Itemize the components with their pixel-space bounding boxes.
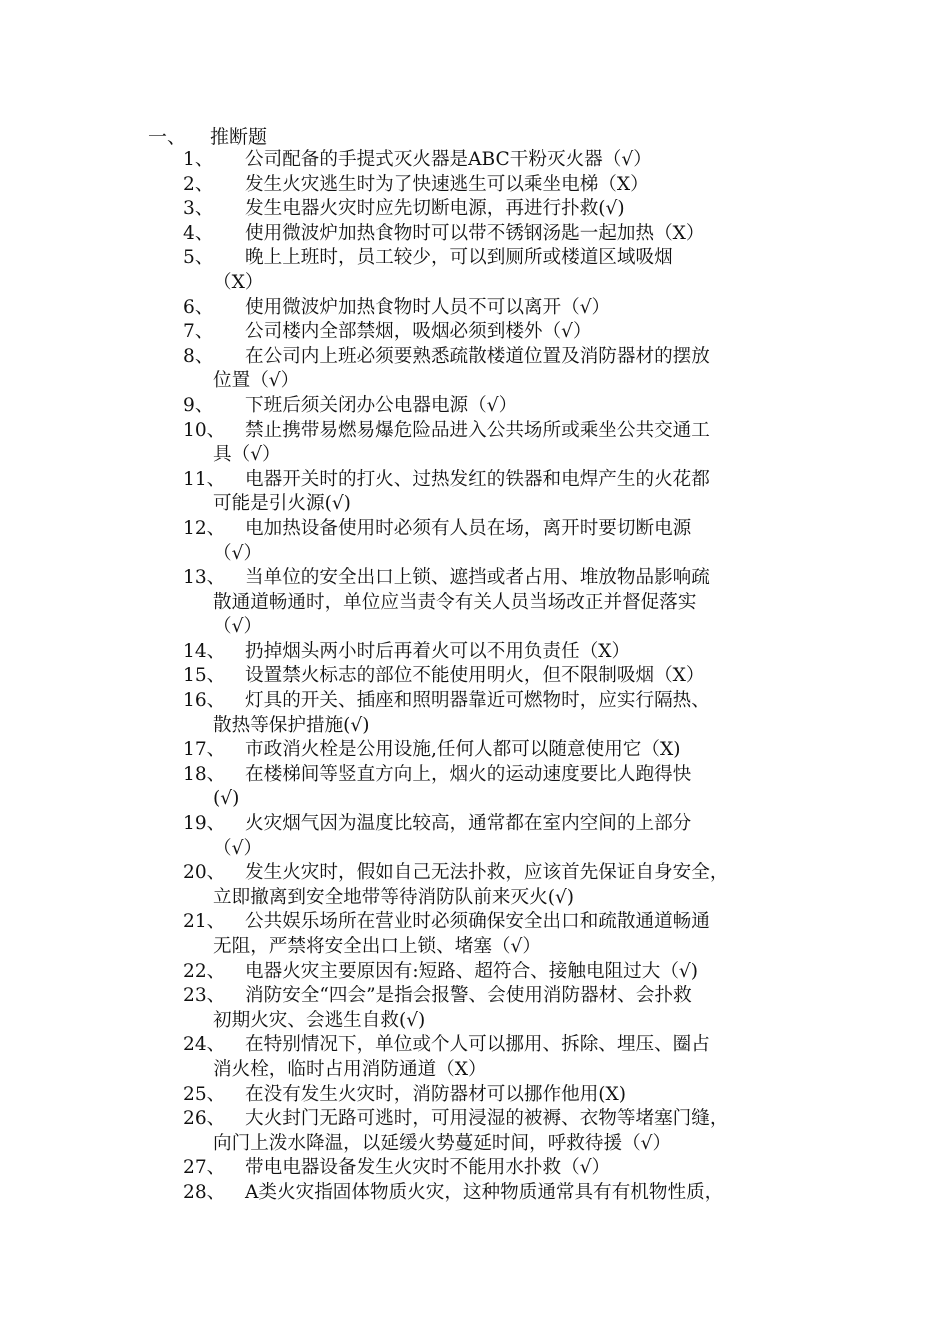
question-text-line: (√)	[213, 788, 240, 810]
question-number: 16、	[183, 690, 226, 712]
section-title: 推断题	[210, 126, 268, 148]
question-number: 15、	[183, 665, 226, 687]
question-number: 3、	[183, 198, 214, 220]
question-text-line: 下班后须关闭办公电器电源（√）	[245, 394, 518, 416]
question-item	[183, 173, 823, 198]
question-number: 24、	[183, 1034, 226, 1056]
question-number: 12、	[183, 517, 226, 539]
question-text-line: 初期火灾、会逃生自救(√)	[213, 1009, 426, 1031]
question-text-line: （√）	[213, 837, 263, 859]
question-item	[183, 812, 823, 861]
question-text-line: 无阻，严禁将安全出口上锁、堵塞（√）	[213, 936, 541, 957]
question-number: 27、	[183, 1157, 226, 1179]
question-item	[183, 763, 823, 812]
question-text-line: 大火封门无路可逃时，可用浸湿的被褥、衣物等堵塞门缝，	[245, 1108, 729, 1130]
question-text-line: 散热等保护措施(√)	[213, 714, 370, 736]
question-number: 17、	[183, 739, 226, 761]
question-text-line: 公司配备的手提式灭火器是ABC干粉灭火器（√）	[245, 149, 652, 170]
question-text-line: 市政消火栓是公用设施,任何人都可以随意使用它（X)	[245, 739, 681, 761]
question-number: 19、	[183, 813, 226, 835]
question-text-line: 设置禁火标志的部位不能使用明火，但不限制吸烟（X）	[245, 665, 705, 687]
question-item	[183, 1083, 823, 1108]
question-item	[183, 197, 823, 222]
question-number: 4、	[183, 222, 214, 244]
question-item	[183, 419, 823, 468]
question-item	[183, 1107, 823, 1156]
question-text-line: A类火灾指固体物质火灾，这种物质通常具有有机物性质，	[245, 1181, 724, 1203]
question-number: 21、	[183, 911, 226, 933]
question-text-line: 公司楼内全部禁烟，吸烟必须到楼外（√）	[245, 321, 592, 343]
question-number: 10、	[183, 419, 226, 441]
question-text-line: 发生火灾逃生时为了快速逃生可以乘坐电梯（X）	[245, 173, 649, 195]
question-item	[183, 1181, 823, 1206]
question-text-line: 向门上泼水降温，以延缓火势蔓延时间，呼救待援（√）	[213, 1132, 672, 1154]
question-text-line: 使用微波炉加热食物时人员不可以离开（√）	[245, 296, 611, 318]
question-text-line: 在没有发生火灾时，消防器材可以挪作他用(X)	[245, 1083, 627, 1105]
question-text-line: 禁止携带易燃易爆危险品进入公共场所或乘坐公共交通工	[245, 419, 710, 441]
question-text-line: 消火栓，临时占用消防通道（X）	[213, 1058, 487, 1080]
question-item	[183, 222, 823, 247]
question-item	[183, 910, 823, 959]
question-number: 5、	[183, 247, 214, 269]
question-number: 8、	[183, 345, 214, 367]
question-text-line: 在特别情况下，单位或个人可以挪用、拆除、埋压、圈占	[245, 1034, 710, 1056]
question-item	[183, 320, 823, 345]
question-number: 28、	[183, 1181, 226, 1203]
question-number: 1、	[183, 149, 214, 170]
question-text-line: 消防安全“四会”是指会报警、会使用消防器材、会扑救	[245, 985, 692, 1007]
question-text-line: 在公司内上班必须要熟悉疏散楼道位置及消防器材的摆放	[245, 345, 710, 367]
question-item	[183, 861, 823, 910]
question-item	[183, 246, 823, 295]
question-item	[183, 640, 823, 665]
question-number: 22、	[183, 960, 226, 982]
question-text-line: 发生电器火灾时应先切断电源，再进行扑救(√)	[245, 198, 625, 220]
question-text-line: 可能是引火源(√)	[213, 493, 351, 515]
question-number: 26、	[183, 1108, 226, 1130]
question-item	[183, 984, 823, 1033]
section-number: 一、	[148, 126, 187, 148]
question-number: 7、	[183, 321, 214, 343]
question-number: 13、	[183, 567, 226, 589]
question-item	[183, 517, 823, 566]
question-number: 11、	[183, 468, 226, 490]
question-number: 23、	[183, 985, 226, 1007]
question-text-line: （√）	[213, 616, 263, 638]
question-item	[183, 468, 823, 517]
question-item	[183, 394, 823, 419]
question-list	[183, 148, 823, 1206]
question-text-line: 带电电器设备发生火灾时不能用水扑救（√）	[245, 1157, 611, 1179]
question-text-line: 灯具的开关、插座和照明器靠近可燃物时，应实行隔热、	[245, 690, 710, 712]
question-item	[183, 960, 823, 985]
question-text-line: 发生火灾时，假如自己无法扑救，应该首先保证自身安全，	[245, 862, 729, 884]
question-text-line: 晚上上班时，员工较少，可以到厕所或楼道区域吸烟	[245, 247, 673, 269]
question-item	[183, 345, 823, 394]
question-number: 2、	[183, 173, 214, 195]
question-number: 6、	[183, 296, 214, 318]
question-text-line: 当单位的安全出口上锁、遮挡或者占用、堆放物品影响疏	[245, 567, 710, 589]
section-heading	[148, 124, 267, 150]
question-text-line: 在楼梯间等竖直方向上，烟火的运动速度要比人跑得快	[245, 763, 692, 785]
question-item	[183, 1156, 823, 1181]
question-text-line: 散通道畅通时，单位应当责令有关人员当场改正并督促落实	[213, 591, 697, 613]
question-text-line: 扔掉烟头两小时后再着火可以不用负责任（X）	[245, 640, 631, 662]
question-text-line: （√）	[213, 542, 263, 564]
question-text-line: 立即撤离到安全地带等待消防队前来灭火(√)	[213, 886, 575, 908]
question-text-line: 火灾烟气因为温度比较高，通常都在室内空间的上部分	[245, 813, 692, 835]
question-number: 25、	[183, 1083, 226, 1105]
question-item	[183, 689, 823, 738]
question-text-line: 电器开关时的打火、过热发红的铁器和电焊产生的火花都	[245, 468, 710, 490]
question-item	[183, 664, 823, 689]
question-item	[183, 148, 823, 173]
question-item	[183, 1033, 823, 1082]
question-number: 18、	[183, 763, 226, 785]
question-item	[183, 296, 823, 321]
question-text-line: 电加热设备使用时必须有人员在场，离开时要切断电源	[245, 517, 692, 539]
question-text-line: 使用微波炉加热食物时可以带不锈钢汤匙一起加热（X）	[245, 222, 705, 244]
question-text-line: （X）	[213, 271, 264, 293]
question-number: 14、	[183, 640, 226, 662]
question-text-line: 公共娱乐场所在营业时必须确保安全出口和疏散通道畅通	[245, 911, 710, 933]
question-number: 20、	[183, 862, 226, 884]
question-text-line: 具（√）	[213, 444, 281, 466]
question-text-line: 位置（√）	[213, 370, 300, 392]
question-item	[183, 566, 823, 640]
question-number: 9、	[183, 394, 214, 416]
question-item	[183, 738, 823, 763]
question-text-line: 电器火灾主要原因有:短路、超符合、接触电阻过大（√)	[245, 960, 699, 982]
